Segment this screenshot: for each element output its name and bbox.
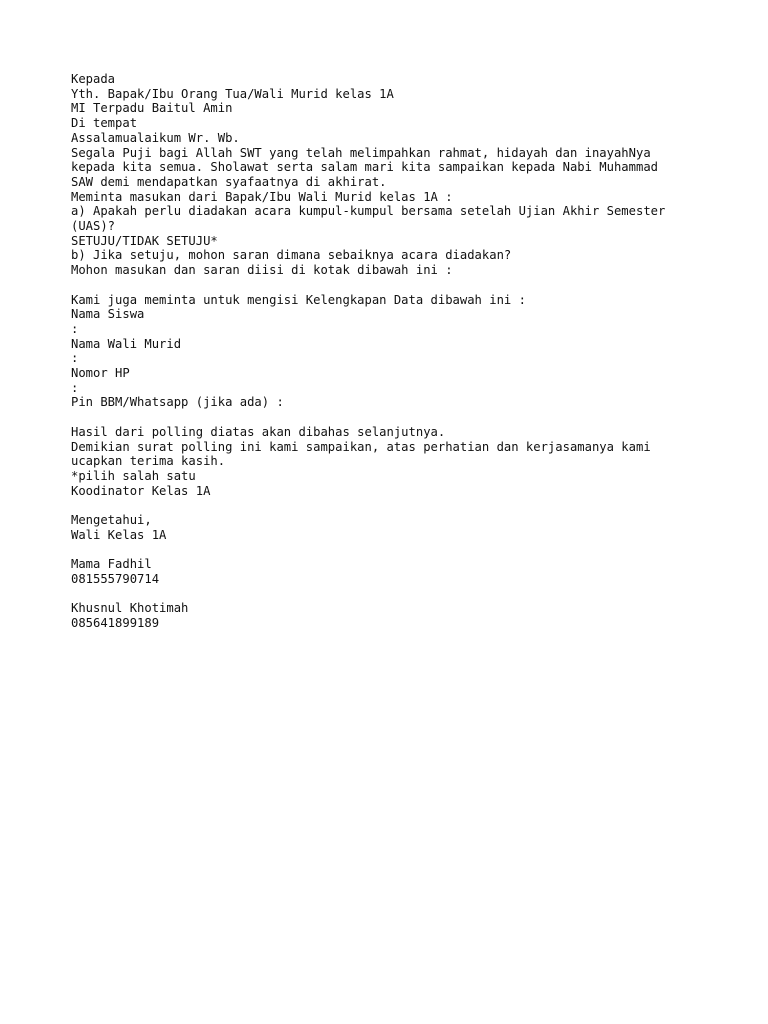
field-separator: : [71, 351, 79, 366]
field-separator: : [71, 321, 79, 336]
greeting: Assalamualaikum Wr. Wb. [71, 130, 240, 145]
opening-line-1: Segala Puji bagi Allah SWT yang telah melimpahkan rahmat, hidayah dan inayahNya [71, 145, 651, 160]
spacer [71, 410, 731, 425]
field-label-phone: Nomor HP [71, 366, 130, 381]
recipient-addressee: Yth. Bapak/Ibu Orang Tua/Wali Murid kelas 1A [71, 86, 394, 101]
spacer [71, 587, 731, 602]
spacer [71, 542, 731, 557]
field-label-pin: Pin BBM/Whatsapp (jika ada) : [71, 395, 284, 410]
recipient-place: Di tempat [71, 116, 138, 131]
choice-options: SETUJU/TIDAK SETUJU* [71, 233, 218, 248]
recipient-to: Kepada [71, 72, 116, 86]
recipient-school: MI Terpadu Baitul Amin [71, 101, 233, 116]
closing-line-1: Demikian surat polling ini kami sampaikan, atas perhatian dan kerjasamanya kami [71, 439, 651, 454]
request-intro: Meminta masukan dari Bapak/Ibu Wali Murid kelas 1A : [71, 189, 453, 204]
homeroom-title: Wali Kelas 1A [71, 527, 167, 542]
acknowledge-label: Mengetahui, [71, 513, 152, 528]
question-a-line-1: a) Apakah perlu diadakan acara kumpul-kumpul bersama setelah Ujian Akhir Semester [71, 204, 666, 219]
coordinator-phone: 081555790714 [71, 571, 160, 586]
question-b: b) Jika setuju, mohon saran dimana sebaiknya acara diadakan? [71, 248, 512, 263]
data-request: Kami juga meminta untuk mengisi Kelengkapan Data dibawah ini : [71, 292, 526, 307]
field-label-guardian-name: Nama Wali Murid [71, 336, 182, 351]
spacer [71, 498, 731, 513]
field-separator: : [71, 380, 79, 395]
opening-line-3: SAW demi mendapatkan syafaatnya di akhirat. [71, 174, 387, 189]
suggestion-note: Mohon masukan dan saran diisi di kotak dibawah ini : [71, 263, 453, 278]
letter-page [71, 72, 731, 631]
coordinator-title: Koodinator Kelas 1A [71, 483, 211, 498]
closing-line-2: ucapkan terima kasih. [71, 454, 226, 469]
homeroom-teacher-name: Khusnul Khotimah [71, 601, 189, 616]
homeroom-teacher-phone: 085641899189 [71, 615, 160, 630]
question-a-line-2: (UAS)? [71, 219, 116, 234]
footnote: *pilih salah satu [71, 468, 196, 483]
spacer [71, 278, 731, 293]
field-label-student-name: Nama Siswa [71, 307, 145, 322]
result-note: Hasil dari polling diatas akan dibahas selanjutnya. [71, 424, 446, 439]
coordinator-name: Mama Fadhil [71, 557, 152, 572]
opening-line-2: kepada kita semua. Sholawat serta salam mari kita sampaikan kepada Nabi Muhammad [71, 160, 658, 175]
